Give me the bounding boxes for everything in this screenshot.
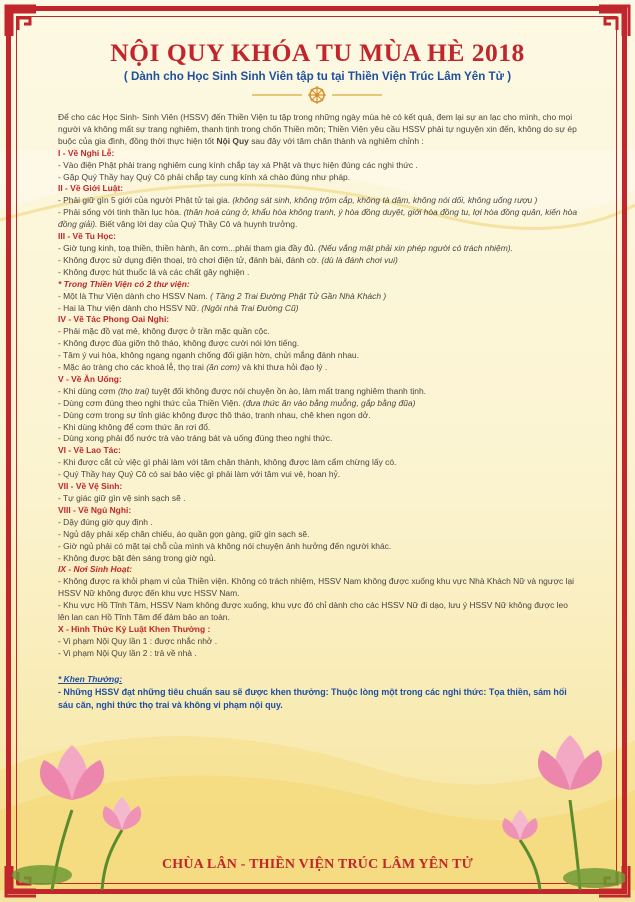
- rule-line: [58, 207, 578, 231]
- rule-text: - Hai là Thư viện dành cho HSSV Nữ.: [58, 302, 202, 313]
- section-heading: V - Về Ăn Uống:: [58, 373, 122, 384]
- rule-line: - Ngủ dậy phải xếp chăn chiếu, áo quần gọn gàng, giữ gìn sạch sẽ.: [58, 528, 310, 539]
- rule-text: - Dùng cơm đúng theo nghi thức của Thiền Viện.: [58, 397, 243, 408]
- section-heading: VIII - Về Ngủ Nghỉ:: [58, 504, 132, 515]
- rule-line: - Tâm ý vui hòa, không ngang ngạnh chống đối giận hờn, chửi mắng đánh nhau.: [58, 350, 359, 361]
- rule-note: (Ngôi nhà Trai Đường Cũ): [201, 302, 299, 313]
- intro-bold: Nội Quy: [216, 135, 249, 146]
- rule-line: - Không được bật đèn sáng trong giờ ngủ.: [58, 552, 216, 563]
- reward-text: - Những HSSV đạt những tiêu chuẩn sau sẽ được khen thưởng: Thuộc lòng một trong các nghi thức: Tọa thiền, sám hối sáu căn, nghi thức thọ trai và không vi phạm nội quy.: [58, 686, 567, 710]
- section-heading: * Trong Thiền Viện có 2 thư viện:: [58, 278, 190, 289]
- rule-line: [58, 255, 578, 267]
- rule-text: tuyệt đối không được nói chuyện ồn ào, làm mất trang nghiêm thanh tịnh.: [149, 385, 427, 396]
- page-title: NỘI QUY KHÓA TU MÙA HÈ 2018: [110, 38, 525, 67]
- rule-text: - Không được sử dụng điện thoại, trò chơi điện tử, đánh bài, đánh cờ.: [58, 254, 322, 265]
- intro-text: Để cho các Học Sinh- Sinh Viên (HSSV) đến Thiền Viện tu tập trong những ngày mùa hè có kết quả, đem lại sự an lạc cho mình, cho mọi người và không mất sự trang nghiêm, thanh tịnh trong chốn Thiền môn; Thiền Viện yêu cầu HSSV phải tự nguyện xin đến, không do sự ép buộc của gia đình, đồng thời thực hiện tốt: [58, 112, 577, 146]
- page-subtitle: ( Dành cho Học Sinh Sinh Viên tập tu tại Thiền Viện Trúc Lâm Yên Tử ): [123, 70, 512, 83]
- intro-tail: sau đây với tâm chân thành và nghiêm chỉnh :: [248, 135, 424, 146]
- rule-text: - Một là Thư Viện dành cho HSSV Nam.: [58, 290, 211, 301]
- section-heading: IX - Nơi Sinh Hoạt:: [58, 564, 133, 575]
- rule-note: (thọ trai): [117, 385, 150, 396]
- rule-line: [58, 386, 578, 398]
- section-heading: VI - Về Lao Tác:: [58, 445, 121, 456]
- rule-line: - Không được hút thuốc lá và các chất gây nghiện .: [58, 266, 250, 277]
- rule-note: (thân hoà cùng ở, khẩu hòa không tranh, ý hòa đồng duyệt, giới hòa đồng tu, lợi hòa đồng quân, kiến hòa đồng giải).: [58, 207, 578, 230]
- rule-text: và khi thưa hỏi đạo lý .: [239, 362, 328, 373]
- section-heading: I - Về Nghi Lễ:: [58, 147, 115, 158]
- rule-line: - Vi phạm Nội Quy lần 1 : được nhắc nhở .: [58, 635, 218, 646]
- corner-ornament-top-left: [4, 4, 38, 38]
- rule-line: - Khu vực Hồ Tĩnh Tâm, HSSV Nam không được xuống, khu vực đó chỉ dành cho các HSSV Nữ đi dạo, lưu ý HSSV Nữ không được leo lên lan can Hồ Tĩnh Tâm để đảm bảo an toàn.: [58, 600, 568, 623]
- rule-text: Biết vâng lời dạy của Quý Thầy Cô và huynh trưởng.: [97, 219, 298, 230]
- rule-note: (dù là đánh chơi vui): [321, 254, 398, 265]
- rule-text: - Khi dùng cơm: [58, 385, 118, 396]
- rule-line: - Dậy đúng giờ quy định .: [58, 516, 153, 527]
- dharma-wheel-divider: [252, 86, 382, 104]
- rule-line: - Gặp Quý Thầy hay Quý Cô phải chắp tay cung kính xá chào đúng như pháp.: [58, 171, 351, 182]
- section-heading: X - Hình Thức Kỷ Luật Khen Thưởng :: [58, 623, 211, 634]
- rule-note: (đưa thức ăn vào bằng muỗng, gắp bằng đũa): [242, 397, 416, 408]
- section-heading: III - Về Tu Học:: [58, 231, 116, 242]
- rule-line: [58, 195, 578, 207]
- rule-line: [58, 291, 578, 303]
- rule-note: (không sát sinh, không trộm cắp, không tà dâm, không nói dối, không uống rượu ): [232, 195, 538, 206]
- rule-note: (ăn cơm): [206, 362, 240, 373]
- rule-line: - Quý Thầy hay Quý Cô có sai bảo việc gì phải làm với tâm vui vẻ, hoan hỷ.: [58, 469, 341, 480]
- rule-line: [58, 243, 578, 255]
- rules-content: [58, 112, 578, 712]
- section-heading: VII - Về Vệ Sinh:: [58, 481, 123, 492]
- section-heading: IV - Về Tác Phong Oai Nghi:: [58, 314, 170, 325]
- rule-line: - Dùng cơm trong sự tỉnh giác không được thô tháo, tranh nhau, chê khen ngon dở.: [58, 409, 371, 420]
- reward-heading: * Khen Thưởng:: [58, 673, 123, 684]
- rule-line: - Không được đùa giỡn thô tháo, không được cười nói lớn tiếng.: [58, 338, 300, 349]
- intro-paragraph: [58, 112, 578, 148]
- rule-line: - Vi phạm Nội Quy lần 2 : trả về nhà .: [58, 647, 197, 658]
- rule-text: - Mặc áo tràng cho các khoá lễ, thọ trai: [58, 362, 207, 373]
- footer-text: CHÙA LÂN - THIỀN VIỆN TRÚC LÂM YÊN TỬ: [161, 857, 474, 872]
- rule-line: - Khi được cắt cử việc gì phải làm với tâm chân thành, không được làm cẩm chừng lấy có.: [58, 457, 397, 468]
- rule-line: - Dùng xong phải đổ nước trà vào tráng bát và uống đúng theo nghi thức.: [58, 433, 333, 444]
- corner-ornament-top-right: [597, 4, 631, 38]
- rule-line: - Phải mặc đồ vạt mẻ, không được ở trần mặc quần cộc.: [58, 326, 270, 337]
- rule-line: - Khi dùng không để cơm thức ăn rơi đổ.: [58, 421, 211, 432]
- rule-note: ( Tầng 2 Trai Đường Phật Tử Gần Nhà Khách ): [210, 290, 387, 301]
- rule-line: [58, 398, 578, 410]
- rule-line: - Vào điện Phật phải trang nghiêm cung kính chắp tay xá Phật và thực hiện đúng các nghi thức .: [58, 159, 418, 170]
- rule-text: - Giờ tụng kinh, toạ thiền, thiền hành, ăn cơm...phải tham gia đầy đủ.: [58, 242, 319, 253]
- section-heading: II - Về Giới Luật:: [58, 183, 124, 194]
- rule-line: [58, 362, 578, 374]
- rule-note: (Nếu vắng mặt phải xin phép người có trách nhiệm).: [318, 242, 513, 253]
- rule-text: - Phải giữ gìn 5 giới của người Phật tử tại gia.: [58, 195, 233, 206]
- rule-line: - Tự giác giữ gìn vệ sinh sạch sẽ .: [58, 493, 186, 503]
- rule-line: [58, 303, 578, 315]
- rule-line: - Không được ra khỏi phạm vi của Thiền viện. Không có trách nhiệm, HSSV Nam không được xuống khu vực Nhà Khách Nữ và ngược lại HSSV Nữ không được đến khu vực HSSV Nam.: [58, 576, 575, 599]
- rule-line: - Giờ ngủ phải có mặt tại chỗ của mình và không nói chuyện ảnh hưởng đến người khác.: [58, 540, 392, 551]
- rule-text: - Phải sống với tinh thần lục hòa.: [58, 207, 184, 218]
